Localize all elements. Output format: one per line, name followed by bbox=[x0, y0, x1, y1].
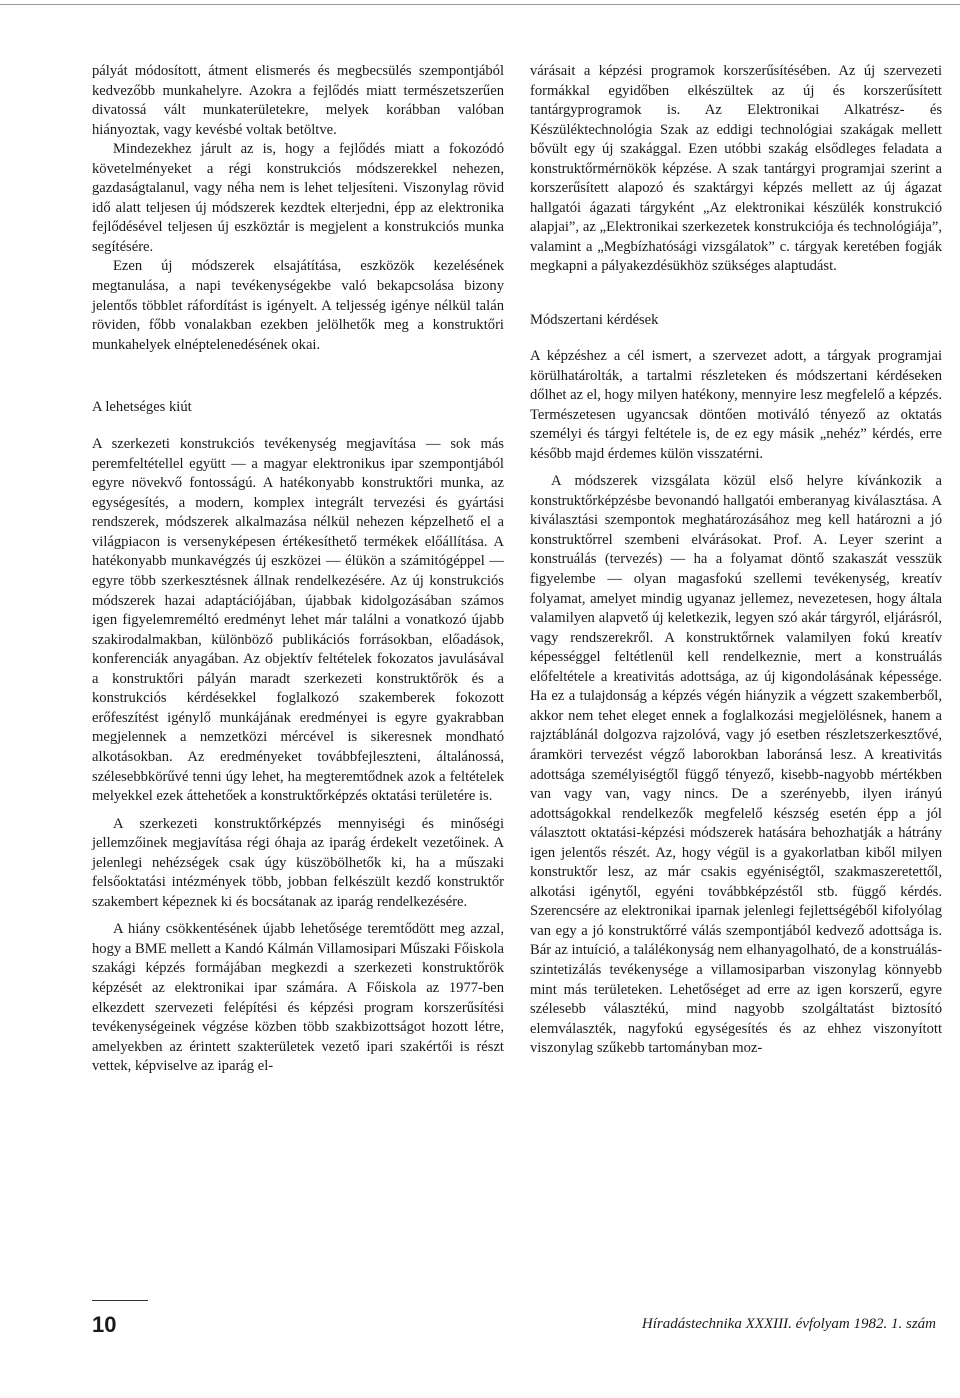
footer-rule bbox=[92, 1300, 148, 1301]
section-heading: Módszertani kérdések bbox=[530, 312, 659, 329]
page-footer bbox=[92, 1300, 942, 1340]
body-paragraph: A képzéshez a cél ismert, a szervezet adott, a tárgyak programjai körülhatárolták, a tartalmi részleteken és módszertani kérdéseken dőlhet az el, hogy milyen hatékony, mennyire lesz megfelelő a képzés. Természetesen ugyancsak döntően motiváló tényező az oktatás személyi és tárgyi feltétele is, de ez egy másik „nehéz” kérdés, erre később majd érdemes külön visszatérni. bbox=[530, 348, 942, 462]
right-column bbox=[530, 62, 942, 1059]
page-number: 10 bbox=[92, 1312, 117, 1337]
body-paragraph: várásait a képzési programok korszerűsítésében. Az új szervezeti formákkal egyidőben elkészültek az új és korszerűsített tantárgyprogramok is. Az Elektronikai Alkatrész- és Készüléktechnológia Szak az eddigi technológiai szakágak mellett bővült egy új szakággal. Ezen utóbbi szakág elsődleges feladata a konstruktőrmérnökök képzése. A szak tantárgyi programjai szerint a korszerűsített alapozó és szaktárgyi képzés mellett az új ágazat hallgatói ágazati tárgyként „Az elektronikai készülék konstrukció alapjai”, az „Elektronikai szerkezetek konstrukciója és technológiája”, valamint a „Megbízhatósági vizsgálatok” c. tárgyak keretében fogják megkapni a pályakezdésükhöz szükséges alaptudást. bbox=[530, 63, 942, 275]
body-paragraph: Ezen új módszerek elsajátítása, eszközök kezelésének megtanulása, a napi tevékenységekbe való bekapcsolása bizony jelentős többlet ráfordítást is igényelt. A teljesség igénye nélkül talán röviden, főbb vonalakban ezekben jelölhetők meg a konstruktőri munkahelyek elnéptelenedésének okai. bbox=[92, 258, 504, 353]
body-paragraph: A hiány csökkentésének újabb lehetősége teremtődött meg azzal, hogy a BME mellett a Kandó Kálmán Villamosipari Műszaki Főiskola szakági képzés formájában megkezdi a szerkezeti konstruktőrök képzését az elektronikai ipar számára. A Főiskola az 1977-ben elkezdett szervezeti felépítési és képzési program korszerűsítési tevékenységeinek végzése közben több szakbizottságot hozott létre, amelyekben az érintett szakterületek vezető ipari szakértői is részt vettek, képviselve az iparág el- bbox=[92, 921, 504, 1075]
body-paragraph: Mindezekhez járult az is, hogy a fejlődés miatt a fokozódó követelményeket a régi konstrukciós módszerekkel nehezen, gazdaságtalanul, vagy néha nem is lehet teljesíteni. Viszonylag rövid idő alatt teljesen új módszerek kezdtek elterjedni, épp az elektronika fejlődésével teljesen új eszköztár is megjelent a konstrukciós munka segítésére. bbox=[92, 141, 504, 255]
journal-citation: Híradástechnika XXXIII. évfolyam 1982. 1. szám bbox=[641, 1316, 936, 1332]
body-paragraph: A szerkezeti konstruktőrképzés mennyiségi és minőségi jellemzőinek megjavítása régi óhaja az iparág érdekelt vezetőinek. A jelenlegi nehézségek csak úgy küszöbölhetők ki, ha a műszaki felsőoktatási intézmények több, jobban felkészült kezdő konstruktőr szakembert képeznek ki és bocsátanak az iparág rendelkezésére. bbox=[92, 815, 504, 910]
top-scan-border bbox=[0, 4, 960, 5]
left-column bbox=[92, 62, 504, 1077]
body-paragraph: pályát módosított, átment elismerés és megbecsülés szempontjából kedvezőbb munkahelyre. Azokra a fejlődés miatt természetszerűen divatossá vált munkaterületekre, melyek korábban valóban hiányoztak, vagy kevésbé voltak betöltve. bbox=[92, 63, 504, 138]
body-paragraph: A módszerek vizsgálata közül első helyre kívánkozik a konstruktőrképzésbe bevonandó hallgatói emberanyag kiválasztása. A kiválasztási szempontok meghatározásához meg kell határozni a jó konstruktőrrel szembeni elvárásokat. Prof. A. Leyer szerint a konstruálás (tervezés) — ha a folyamat döntő szakaszát vesszük figyelembe — olyan magasfokú szellemi tevékenység, kreatív folyamat, amelyet mindig ugyanaz jellemez, nevezetesen, hogy általa valamilyen alapvető új keletkezik, legyen szó akár tárgyról, eljárásról, vagy rendszerekről. A konstruktőrnek valamilyen fokú kreatív képességgel feltétlenül kell rendelkeznie, mert a konstruálás előfeltétele a kreativitás adottsága, az új kigondolásának képessége. Ha ez a tulajdonság a képzés végén hiányzik a végzett szakemberből, akkor nem tehet eleget ennek a foglalkozási megjelölésnek, hanem a rajztáblánál dolgozva rajzolóvá, vagy jó esetben részletszerkesztővé, áramköri tervezést végző laborokban laboránsá lesz. A kreativitás adottsága személyiségtől függő tényező, kisebb-nagyobb mértékben van vagy van, vagy nincs. De a szerényebb, ilyen irányú adottságokkal rendelkezők megfelelő készség esetén épp a jól választott oktatási-képzési módszerek hatására behozhatják a hátrány igen jelentős részét. Az, hogy végül is a gyakorlatban kiből milyen konstruktőr lesz, az már csakis egyéniségtől, szakmaszeretettől, alkotási igénytől, egyéni továbbképzéstől stb. függő kérdés. Szerencsére az elektronikai iparnak jelenlegi fejlettségéből kifolyólag van egy a jó konstruktőrré válás szempontjából kedvező adottsága is. Bár az intuíció, a találékonyság nem elhanyagolható, de a konstruálás-szintetizálás tevékenysége a villamosiparban viszonylag könnyebb mint más területeken. Lehetőséget ad erre az igen korszerű, egyre szélesebb választékú, mind nagyobb szolgáltatást biztosító elemválaszték, nagyfokú egységesítés és az ehhez viszonyított viszonylag szűkebb tartományban moz- bbox=[530, 473, 942, 1057]
section-heading: A lehetséges kiút bbox=[92, 399, 192, 416]
body-paragraph: A szerkezeti konstrukciós tevékenység megjavítása — sok más peremfeltétellel együtt — a magyar elektronikus ipar szempontjából egyre növekvő fontosságú. A hatékonyabb konstruktőri munka, az egységesítés, a modern, komplex integrált tervezési és gyártási rendszerek, módszerek alkalmazása nélkül nehezen képzelhető el a világpiacon is versenyképesen értékesíthető termékek előállítása. A hatékonyabb munkavégzés új eszközei — élükön a számitógéppel — egyre több szerkesztésnek állnak rendelkezésére. Az új konstrukciós módszerek hazai adaptációjában, újabbak kidolgozásában számos igen figyelemreméltó eredményt lehet már találni a vonatkozó újabb szakirodalmakban, különböző publikációs forrásokban, előadások, konferenciák anyagában. Az objektív feltételek fokozatos javulásával a konstruktőri pályán maradt szerkezeti konstruktőrök és a konstrukciós kérdésekkel foglalkozó szakemberek fokozott erőfeszítést igénylő munkájának eredményei is egyre gyakrabban megjelennek a nemzetközi mércével is sikeresnek mondható alkotásokban. Az eredményeket továbbfejleszteni, általánossá, szélesebbkörűvé tenni úgy lehet, ha megteremtődnek azok a feltételek melyekkel ezek áttehetőek a konstruktőrképzés oktatási területére is. bbox=[92, 436, 504, 805]
